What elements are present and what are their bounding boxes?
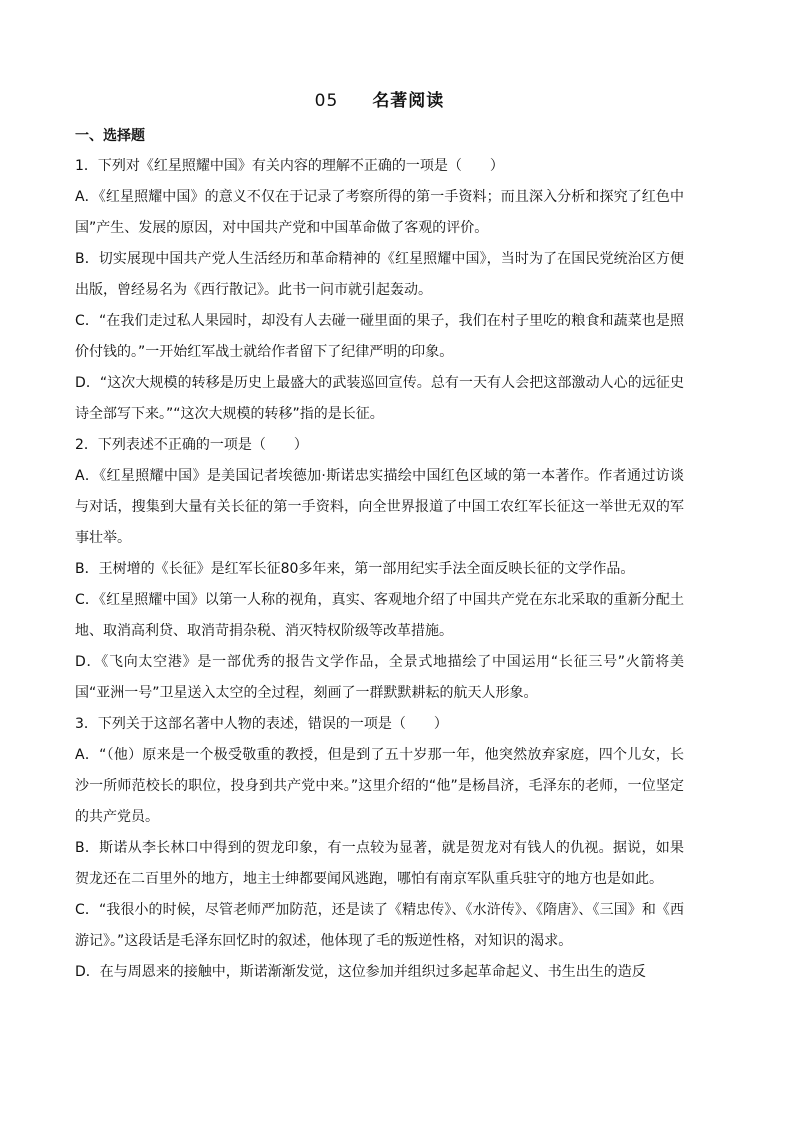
section-heading: 一、选择题 [75,128,145,144]
question-stem: 2．下列表述不正确的一项是（ ） [75,437,308,453]
option-b: B．切实展现中国共产党人生活经历和革命精神的《红星照耀中国》，当时为了在国民党统治区方便出版，曾经易名为《西行散记》。此书一问市就引起轰动。 [75,251,684,298]
option-d: D．《飞向太空港》是一部优秀的报告文学作品，全景式地描绘了中国运用“长征三号”火箭将美国“亚洲一号”卫星送入太空的全过程，刻画了一群默默耕耘的航天人形象。 [75,654,684,701]
option-a: A．《红星照耀中国》是美国记者埃德加·斯诺忠实描绘中国红色区域的第一本著作。作者通过访谈与对话，搜集到大量有关长征的第一手资料，向全世界报道了中国工农红军长征这一举世无双的军事壮举。 [75,468,684,546]
option-c: C．“我很小的时候，尽管老师严加防范，还是读了《精忠传》、《水浒传》、《隋唐》、《三国》和《西游记》。”这段话是毛泽东回忆时的叙述，他体现了毛的叛逆性格，对知识的渴求。 [75,902,684,949]
question-3 [75,709,684,988]
question-2 [75,430,684,709]
chapter-title: 名著阅读 [372,91,445,111]
chapter-number: 05 [314,91,339,111]
page-title [75,86,684,111]
option-b: B．王树增的《长征》是红军长征80多年来，第一部用纪实手法全面反映长征的文学作品。 [75,561,635,577]
option-d: D．“这次大规模的转移是历史上最盛大的武装巡回宣传。总有一天有人会把这部激动人心的远征史诗全部写下来。”“这次大规模的转移”指的是长征。 [75,375,684,422]
option-b: B．斯诺从李长林口中得到的贺龙印象，有一点较为显著，就是贺龙对有钱人的仇视。据说，如果贺龙还在二百里外的地方，地主士绅都要闻风逃跑，哪怕有南京军队重兵驻守的地方也是如此。 [75,840,684,887]
question-1 [75,151,684,430]
question-stem: 1．下列对《红星照耀中国》有关内容的理解不正确的一项是（ ） [75,158,504,174]
option-a: A．《红星照耀中国》的意义不仅在于记录了考察所得的第一手资料；而且深入分析和探究了红色中国”产生、发展的原因，对中国共产党和中国革命做了客观的评价。 [75,189,684,236]
option-c: C．“在我们走过私人果园时，却没有人去碰一碰里面的果子，我们在村子里吃的粮食和蔬菜也是照价付钱的。”一开始红军战士就给作者留下了纪律严明的印象。 [75,313,684,360]
option-a: A．“（他）原来是一个极受敬重的教授，但是到了五十岁那一年，他突然放弃家庭，四个儿女，长沙一所师范校长的职位，投身到共产党中来。”这里介绍的“他”是杨昌济，毛泽东的老师，一位坚定的共产党员。 [75,747,684,825]
option-c: C．《红星照耀中国》以第一人称的视角，真实、客观地介绍了中国共产党在东北采取的重新分配土地、取消高利贷、取消苛捐杂税、消灭特权阶级等改革措施。 [75,592,684,639]
question-stem: 3．下列关于这部名著中人物的表述，错误的一项是（ ） [75,716,448,732]
option-d: D．在与周恩来的接触中，斯诺渐渐发觉，这位参加并组织过多起革命起义、书生出生的造反 [75,964,646,980]
